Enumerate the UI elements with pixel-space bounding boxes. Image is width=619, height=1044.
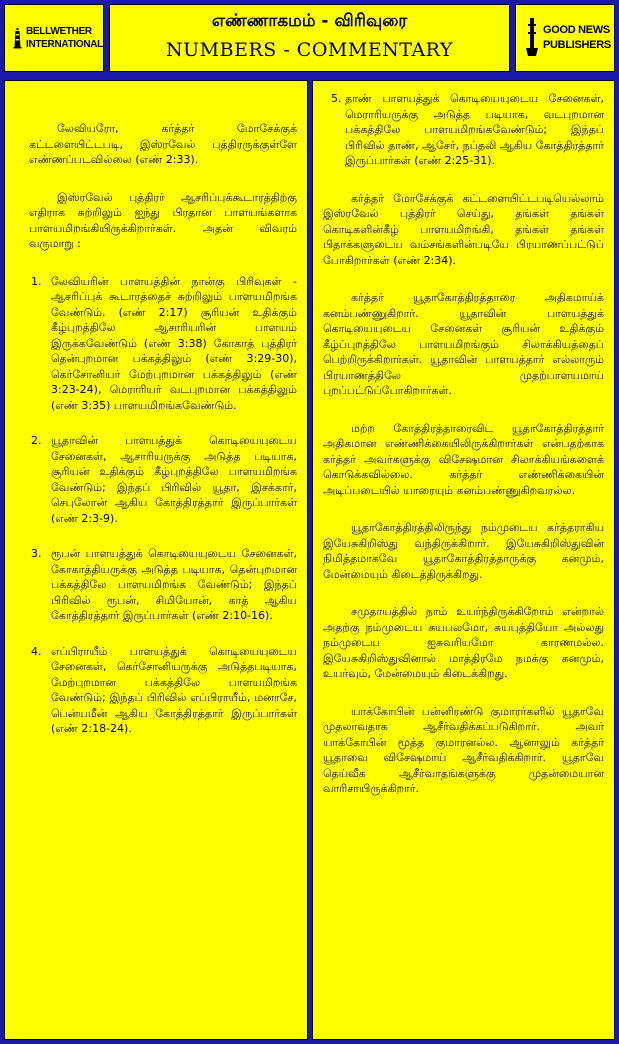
list-item-text: எப்பிராயீம் பாளயத்துக் கொடியையுடைய சேனைகள், கெர்சோனியருக்கு அடுத்தபடியாக, மேற்புறமான பக்கத்திலே பாளயமிறங்க வேண்டும்; இந்தப் பிரிவில் எப்பிராயீம், மனாசே, பென்யமீன் ஆகிய கோத்திரத்தார் இருப்பார்கள் (எண் 2:18-24).: [51, 644, 297, 735]
page-header: [0, 0, 619, 78]
list-item-number: 3.: [31, 547, 42, 560]
left-column: [4, 80, 308, 1040]
list-item-text: லேவியரின் பாளயத்தின் நான்கு பிரிவுகள் - ஆசரிப்புக் கூடாரத்தைச் சுற்றிலும் பாளயமிறங்க வேண்டும். (எண் 2:17) சூரியன் உதிக்கும் கீழ்புறத்திலே ஆசாரியரின் பாளயம் இருக்கவேண்டும் (எண் 3:38) கோகாத் புத்திரர் தென்புறமான பக்கத்திலும் (எண் 3:29-30), கெர்சோனியர் மேற்புறமான பக்கத்திலும் (எண் 3:23-24), மெராரியர் வடபுறமான பக்கத்திலும் (எண் 3:35) பாளயமிறங்கவேண்டும்.: [51, 274, 297, 412]
list-item: [29, 274, 297, 414]
right-logo-line2: PUBLISHERS: [543, 39, 611, 51]
intro-paragraph-2: இஸ்ரவேல் புத்திரர் ஆசரிப்புக்கூடாரத்திற்கு எதிராக சுற்றிலும் ஐந்து பிரதான பாளயங்களாக பாளயமிறங்கியிருக்கிறார்கள். அதன் விவரம் வருமாறு :: [29, 190, 297, 250]
list-item-number: 5.: [331, 92, 342, 105]
commentary-paragraph: கர்த்தர் யூதாகோத்திரத்தாரை அதிகமாய்க் கனம்பண்ணுகிறார். யூதாவின் பாளயத்துக் கொடியையுடைய சேனைகள் சூரியன் உதிக்கும் கீழ்ப்புறத்திலே பாளயமிறங்கும் சிலாக்கியத்தைப் பெற்றிருக்கிறார்கள். யூதாவின் பாளயத்தார் எல்லாரும் பிரயாணத்திலே முதற்பாளயமாய் புறப்பட்டுப்போகிறார்கள்.: [323, 291, 604, 397]
list-item-number: 4.: [31, 644, 42, 658]
list-item: [323, 91, 604, 169]
trumpet-icon: [524, 16, 540, 60]
right-column: [312, 80, 615, 1040]
list-item-text: தாண் பாளயத்துக் கொடியையுடைய சேனைகள், மெராரியருக்கு அடுத்த படியாக, வடபுறமான பக்கத்திலே பாளயமிறங்கவேண்டும்; இந்தப் பிரிவில் தாண், ஆசேர், நப்தலி ஆகிய கோத்திரத்தார் இருப்பார்கள் (எண் 2:25-31).: [345, 92, 604, 167]
page-title-tamil: எண்ணாகமம் - விரிவுரை: [211, 11, 408, 31]
left-logo-line1: BELLWETHER: [25, 26, 92, 37]
right-logo-line1: GOOD NEWS: [543, 24, 610, 36]
list-item: [29, 546, 297, 624]
list-item-number: 2.: [31, 434, 42, 447]
commentary-paragraph: கர்த்தர் மோசேக்குக் கட்டளையிட்டபடியெல்லாம் இஸ்ரவேல் புத்திரர் செய்து, தங்கள் தங்கள் கொடிகளின்கீழ் பாளயமிறங்கி, தங்கள் தங்கள் பிதாக்களுடைய வம்சங்களின்படியே பிரயாணப்பட்டுப் போகிறார்கள் (எண் 2:34).: [323, 191, 604, 267]
list-item: [29, 644, 297, 737]
list-item-number: 1.: [31, 274, 42, 288]
commentary-paragraph: மற்ற கோத்திரத்தாரைவிட யூதாகோத்திரத்தார் அதிகமான எண்ணிக்கையிலிருக்கிறார்கள் என்பதற்காக கர்த்தர் அவர்களுக்கு விசேஷமான சிலாக்கியங்களைக் கொடுக்கவில்லை. கர்த்தர் எண்ணிக்கையின் அடிப்படையில் யாரையும் கனம்பண்ணுகிறவரல்ல.: [323, 421, 604, 497]
commentary-paragraph: யூதாகோத்திரத்திலிருந்து நம்முடைய கர்த்தராகிய இயேசுகிறிஸ்து வந்திருக்கிறார். இயேசுகிறிஸ்துவின் நிமித்தமாகவே யூதாகோத்திரத்தாருக்கு கனமும், மேன்மையும் கிடைத்திருக்கிறது.: [323, 521, 604, 581]
intro-paragraph-1: லேவியரோ, கர்த்தர் மோசேக்குக் கட்டளையிட்டபடி, இஸ்ரவேல் புத்திரருக்குள்ளே எண்ணப்படவில்லை (எண் 2:33).: [29, 122, 297, 166]
page-title-english: NUMBERS - COMMENTARY: [166, 39, 453, 61]
lighthouse-icon: [13, 16, 22, 60]
commentary-paragraph: சமுதாயத்தில் நாம் உயர்ந்திருக்கிறோம் என்றால் அதற்கு நம்முடைய சுயபலமோ, சுயபுத்தியோ அல்லது நம்முடைய ஐசுவரியமோ காரணமல்ல. இயேசுகிறிஸ்துவினால் மாத்திரமே நமக்கு கனமும், உயர்வும், மேன்மையும் கிடைக்கிறது.: [323, 605, 604, 680]
commentary-paragraph: யாக்கோபின் பன்னிரண்டு குமாரர்களில் யூதாவே முதலாவதாக ஆசீர்வதிக்கப்படுகிறார். அவர் யாக்கோபின் மூத்த குமாரனல்ல. ஆனாலும் கர்த்தர் யூதாவை விசேஷமாய் ஆசீர்வதிக்கிறார். யூதாவே தெய்வீக ஆசீர்வாதங்களுக்கு முதன்மையான வாரிசாயிருக்கிறார்.: [323, 704, 604, 795]
bellwether-logo: [4, 4, 104, 72]
list-item-text: ரூபன் பாளயத்துக் கொடியையுடைய சேனைகள், கோகாத்தியருக்கு அடுத்த படியாக, தென்புறமான பக்கத்திலே பாளயமிறங்க வேண்டும்; இந்தப் பிரிவில் ரூபன், சிமியோன், காத் ஆகிய கோத்திரத்தார் இருப்பார்கள் (எண் 2:10-16).: [51, 547, 297, 622]
title-box: [109, 4, 510, 72]
camp-list: [29, 274, 297, 737]
list-item-text: யூதாவின் பாளயத்துக் கொடியையுடைய சேனைகள், ஆசாரியருக்கு அடுத்த படியாக, சூரியன் உதிக்கும் கீழ்புறத்திலே பாளயமிறங்க வேண்டும்; இந்தப் பிரிவில் யூதா, இசக்கார், செபுலோன் ஆகிய கோத்திரத்தார் இருப்பார்கள் (எண் 2:3-9).: [51, 434, 297, 525]
left-logo-line2: INTERNATIONAL: [25, 39, 103, 50]
list-item: [29, 433, 297, 526]
good-news-logo: [515, 4, 615, 72]
